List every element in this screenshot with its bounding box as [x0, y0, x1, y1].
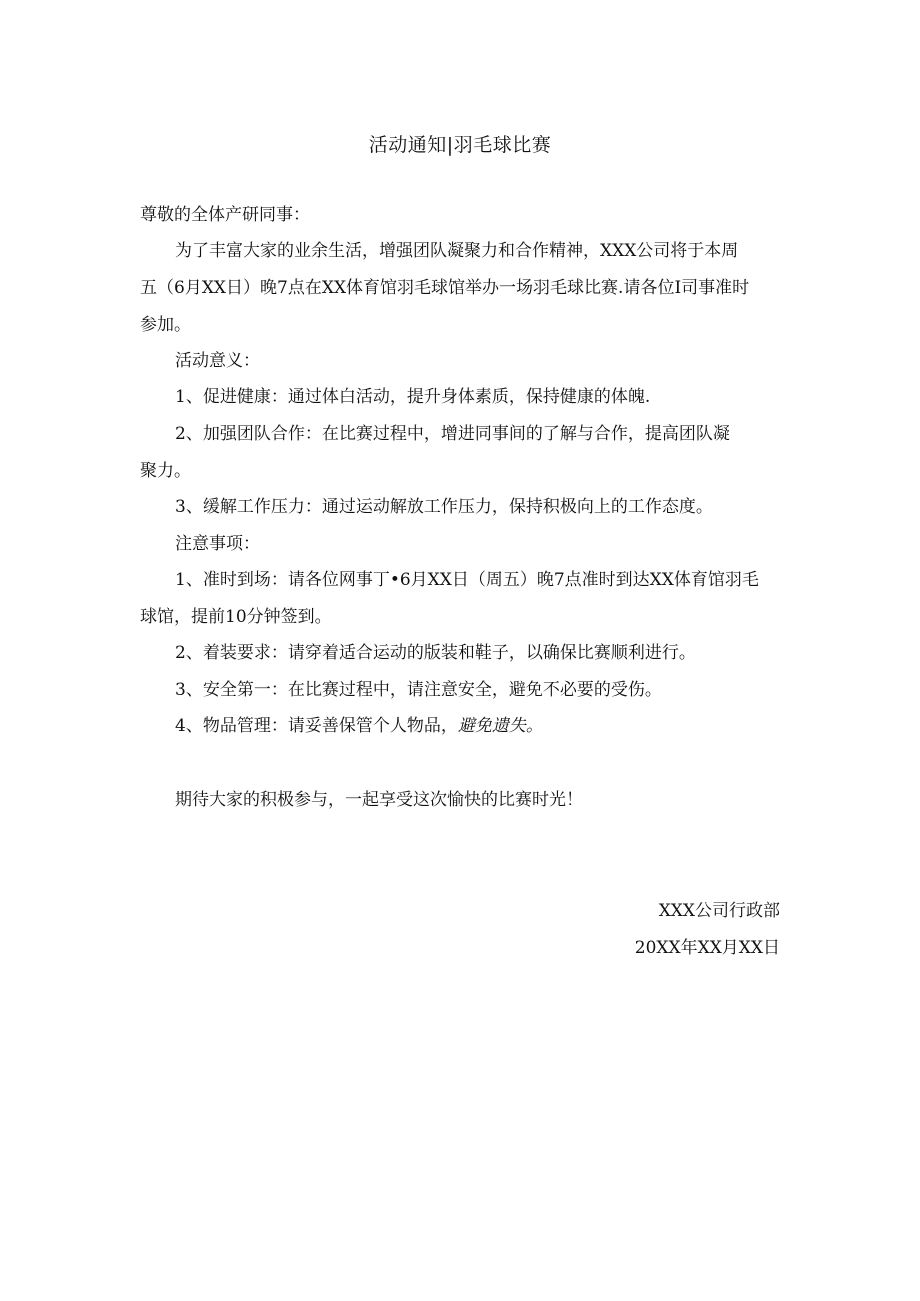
notes-item-4-italic: 避免遗失。 — [457, 716, 543, 736]
notes-item-3: 3、安全第一：在比赛过程中，请注意安全，避免不必要的受伤。 — [175, 680, 662, 700]
intro-line-3: 参加。 — [140, 315, 191, 335]
significance-item-3: 3、缓解工作压力：通过运动解放工作压力，保持积极向上的工作态度。 — [175, 497, 713, 517]
closing-text: 期待大家的积极参与，一起享受这次愉快的比赛时光！ — [175, 790, 583, 810]
notes-item-4 — [175, 714, 543, 738]
notes-item-4-text: 4、物品管理：请妥善保管个人物品， — [175, 716, 458, 736]
significance-item-2-line-1: 2、加强团队合作：在比赛过程中，增进同事间的了解与合作，提高团队凝 — [175, 424, 730, 444]
significance-item-2-line-2: 聚力。 — [140, 461, 191, 481]
salutation: 尊敬的全体产研同事： — [140, 205, 310, 225]
notes-item-1-line-1: 1、准时到场：请各位网事丁•6月XX日（周五）晚7点准时到达XX体育馆羽毛 — [175, 570, 759, 590]
document-title: 活动通知|羽毛球比赛 — [368, 134, 552, 156]
significance-heading: 活动意义： — [175, 351, 260, 371]
signature-org: XXX公司行政部 — [658, 901, 780, 921]
intro-line-1: 为了丰富大家的业余生活，增强团队凝聚力和合作精神，XXX公司将于本周 — [175, 241, 739, 261]
notes-item-1-line-2: 球馆，提前10分钟签到。 — [140, 607, 332, 627]
significance-item-1: 1、促进健康：通过体白活动，提升身体素质，保持健康的体魄. — [175, 387, 651, 407]
signature-date: 20XX年XX月XX日 — [634, 938, 780, 958]
intro-line-2: 五（6月XX日）晚7点在XX体育馆羽毛球馆举办一场羽毛球比赛.请各位I司事准时 — [140, 278, 750, 298]
notes-item-2: 2、着装要求：请穿着适合运动的版装和鞋子，以确保比赛顺利进行。 — [175, 643, 696, 663]
notes-heading: 注意事项： — [175, 534, 260, 554]
